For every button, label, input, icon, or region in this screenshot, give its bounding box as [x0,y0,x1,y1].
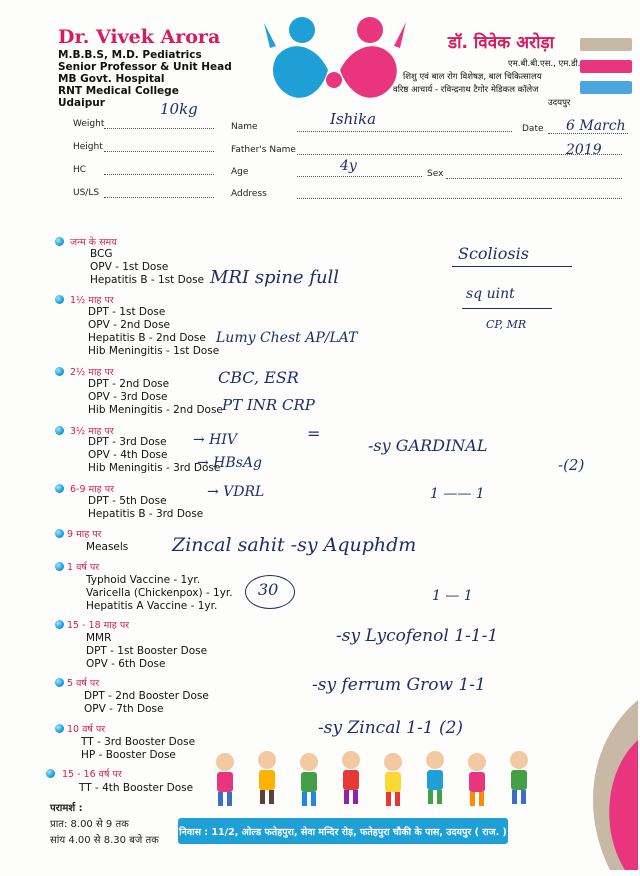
color-tab [580,81,632,94]
qualification-hindi: एम.बी.बी.एस., एम.डी. [508,59,581,69]
weight-label: Weight [73,119,105,129]
handwritten-diagnosis: Scoliosis [458,244,529,263]
qualification-hindi: वरिष्ठ आचार्य - रविन्द्रनाथ टैगोर मेडिकल कॉलेज [393,85,539,95]
bullet-icon [55,237,64,246]
handwritten-frequency: 1 — 1 [432,588,473,604]
color-tab [580,38,632,51]
handwritten-mark: 30 [258,580,279,599]
vaccine-item: DPT - 1st Dose [88,306,166,318]
vaccine-item: TT - 3rd Booster Dose [81,736,196,748]
vaccine-item: BCG [90,248,113,260]
corner-wave-icon [570,700,638,870]
qualification-line: MB Govt. Hospital [58,73,165,85]
vaccine-item: OPV - 3rd Dose [88,391,168,403]
residence-address: निवास : 11/2, ओल्ड फतेहपुरा, सेवा मन्दिर रोड़, फतेहपुरा चौकी के पास, उदयपुर ( राज. ) [178,818,508,844]
qualification-hindi: शिशु एवं बाल रोग विशेषज्ञ, बाल चिकित्सालय [403,72,542,82]
vaccine-item: Hib Meningitis - 3rd Dose [88,462,221,474]
vaccine-item: OPV - 2nd Dose [88,319,171,331]
weight-value: 10kg [160,100,198,118]
vaccine-item: DPT - 1st Booster Dose [86,645,208,657]
family-logo-icon [262,8,407,118]
qualification-line: Udaipur [58,97,105,109]
schedule-section: 3½ माह पर [70,426,114,437]
handwritten-investigation: MRI spine full [210,267,340,288]
date-label: Date [522,124,544,134]
vaccine-item: HP - Booster Dose [81,749,176,761]
consultation-morning: प्रात: 8.00 से 9 तक [50,819,129,830]
vaccine-item: DPT - 2nd Booster Dose [84,690,209,702]
handwritten-medication: -sy GARDINAL [368,436,488,455]
age-label: Age [231,167,249,177]
vaccine-item: Hepatitis B - 3rd Dose [88,508,204,520]
consultation-evening: सांय 4.00 से 8.30 बजे तक [50,835,159,846]
vaccine-item: Hepatitis A Vaccine - 1yr. [86,600,218,612]
vaccine-item: Hepatitis B - 1st Dose [90,274,205,286]
handwritten-investigation: CBC, ESR [218,368,299,387]
vaccine-item: OPV - 7th Dose [84,703,164,715]
height-label: Height [73,142,103,152]
handwritten-note: sq uint [466,286,515,302]
doctor-name-english: Dr. Vivek Arora [58,26,221,48]
schedule-section: 5 वर्ष पर [67,678,100,689]
handwritten-investigation: Lumy Chest AP/LAT [216,330,358,346]
schedule-section: 10 वर्ष पर [67,724,106,735]
vaccine-item: Hepatitis B - 2nd Dose [88,332,206,344]
schedule-section: 9 माह पर [67,529,102,540]
vaccine-item: OPV - 1st Dose [90,261,169,273]
handwritten-frequency: 1 —— 1 [430,486,485,502]
handwritten-investigation: → VDRL [207,484,265,500]
bullet-icon [55,529,64,538]
handwritten-medication: Zincal sahit -sy Aquphdm [172,534,417,556]
handwritten-investigation: → HBsAg [197,455,262,471]
bullet-icon [46,769,55,778]
vaccine-item: DPT - 5th Dose [88,495,167,507]
bullet-icon [55,562,64,571]
bullet-icon [55,367,64,376]
usls-label: US/LS [73,188,100,198]
qualification-hindi: उदयपुर [548,98,571,108]
vaccine-item: DPT - 2nd Dose [88,378,170,390]
handwritten-medication: -sy Zincal 1-1 (2) [318,718,464,738]
hc-label: HC [73,165,87,175]
doctor-name-hindi: डॉ. विवेक अरोड़ा [448,33,554,53]
handwritten-investigation: → HIV [193,432,238,448]
vaccine-item: OPV - 4th Dose [88,449,168,461]
handwritten-mark: = [307,424,321,443]
vaccine-item: Hib Meningitis - 1st Dose [88,345,220,357]
bullet-icon [55,724,64,733]
father-name-label: Father's Name [231,145,296,155]
vaccine-item: DPT - 3rd Dose [88,436,167,448]
schedule-section: 15 - 18 माह पर [67,620,130,631]
qualification-line: RNT Medical College [58,85,179,97]
bullet-icon [55,678,64,687]
schedule-section: 1 वर्ष पर [67,562,100,573]
handwritten-medication: -sy Lycofenol 1-1-1 [336,626,499,646]
vaccine-item: Measels [86,541,129,553]
age-value: 4y [340,158,357,174]
qualification-line: M.B.B.S, M.D. Pediatrics [58,49,202,61]
handwritten-note: CP, MR [486,318,527,331]
bullet-icon [55,620,64,629]
vaccine-item: Typhoid Vaccine - 1yr. [86,574,201,586]
sex-label: Sex [427,169,444,179]
handwritten-investigation: PT INR CRP [222,396,315,414]
vaccine-item: TT - 4th Booster Dose [79,782,194,794]
schedule-section: 2½ माह पर [70,367,114,378]
vaccine-item: MMR [86,632,112,644]
handwritten-dose: -(2) [558,456,585,474]
schedule-section: 1½ माह पर [70,295,114,306]
schedule-section: जन्म के समय [70,237,117,248]
vaccine-item: Varicella (Chickenpox) - 1yr. [86,587,233,599]
name-value: Ishika [330,110,377,128]
bullet-icon [55,295,64,304]
consultation-label: परामर्श : [50,803,83,814]
handwritten-medication: -sy ferrum Grow 1-1 [312,675,486,695]
children-illustration-icon [205,748,565,810]
vaccine-item: OPV - 6th Dose [86,658,166,670]
name-label: Name [231,122,258,132]
qualification-line: Senior Professor & Unit Head [58,61,232,73]
bullet-icon [55,484,64,493]
schedule-section: 15 - 16 वर्ष पर [62,769,122,780]
date-value: 6 March 2019 [566,118,626,158]
address-label: Address [231,189,267,199]
vaccine-item: Hib Meningitis - 2nd Dose [88,404,223,416]
bullet-icon [55,426,64,435]
schedule-section: 6-9 माह पर [70,484,115,495]
color-tab [580,60,632,73]
